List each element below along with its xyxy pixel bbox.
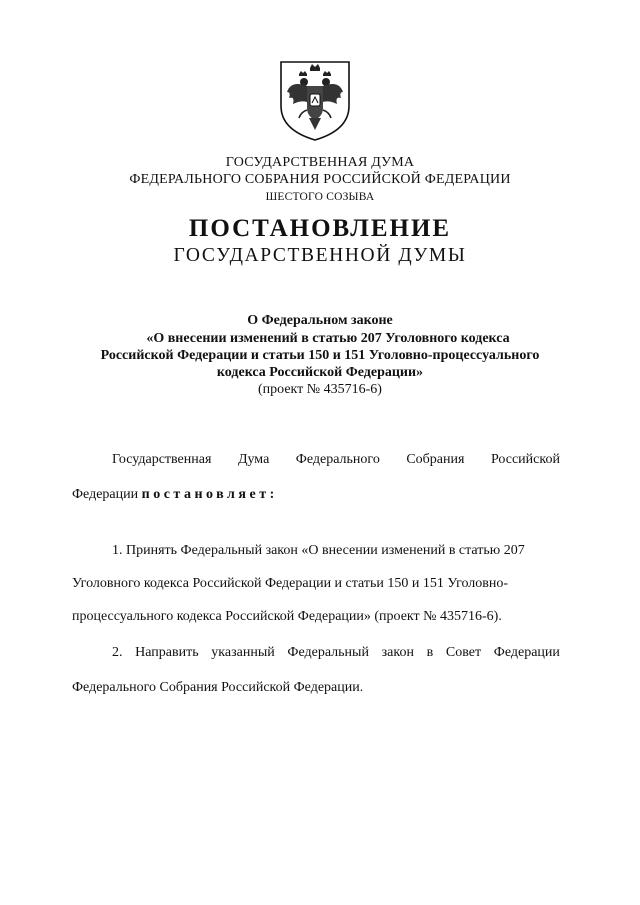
preamble-word: Федерального: [295, 452, 380, 467]
header-line-1: ГОСУДАРСТВЕННАЯ ДУМА: [225, 155, 415, 170]
document-subtitle: ГОСУДАРСТВЕННОЙ ДУМЫ: [173, 245, 467, 266]
subject-line-2: «О внесении изменений в статью 207 Уголовного кодекса: [146, 331, 510, 346]
header-line-3: ШЕСТОГО СОЗЫВА: [265, 191, 375, 203]
coat-of-arms-icon: [277, 58, 353, 142]
preamble-line-1: [112, 451, 560, 469]
header-line-2: ФЕДЕРАЛЬНОГО СОБРАНИЯ РОССИЙСКОЙ ФЕДЕРАЦИИ: [129, 172, 511, 187]
item-2-word: Совет: [445, 645, 482, 660]
document-title: ПОСТАНОВЛЕНИЕ: [188, 215, 452, 242]
item-2-word: Направить: [135, 645, 199, 660]
item-1-line-2: Уголовного кодекса Российской Федерации и статьи 150 и 151 Уголовно-: [72, 576, 509, 591]
subject-line-4: кодекса Российской Федерации»: [216, 365, 424, 380]
preamble-federation: Федерации: [72, 487, 139, 502]
preamble-resolves: постановляет:: [141, 487, 278, 502]
item-2-word: в: [426, 645, 434, 660]
item-2-line-1: [112, 644, 560, 662]
subject-project-number: (проект № 435716-6): [258, 382, 382, 397]
subject-line-1: О Федеральном законе: [247, 313, 393, 328]
preamble-word: Государственная: [112, 452, 212, 467]
preamble-line-2: [72, 486, 278, 504]
item-2-word: закон: [381, 645, 414, 660]
subject-line-3: Российской Федерации и статьи 150 и 151 Уголовно-процессуального: [100, 348, 540, 363]
preamble-word: Собрания: [406, 452, 465, 467]
item-2-word: Федерации: [493, 645, 560, 660]
item-1-line-3: процессуального кодекса Российской Федерации» (проект № 435716-6).: [72, 609, 502, 624]
item-1-line-1: 1. Принять Федеральный закон «О внесении изменений в статью 207: [112, 543, 525, 558]
preamble-word: Дума: [237, 452, 270, 467]
preamble-word: Российской: [490, 452, 560, 467]
item-2-word: Федеральный: [287, 645, 369, 660]
item-2-word: указанный: [211, 645, 275, 660]
item-2-line-2: Федерального Собрания Российской Федерации.: [72, 680, 364, 695]
item-2-word: 2.: [112, 645, 123, 660]
